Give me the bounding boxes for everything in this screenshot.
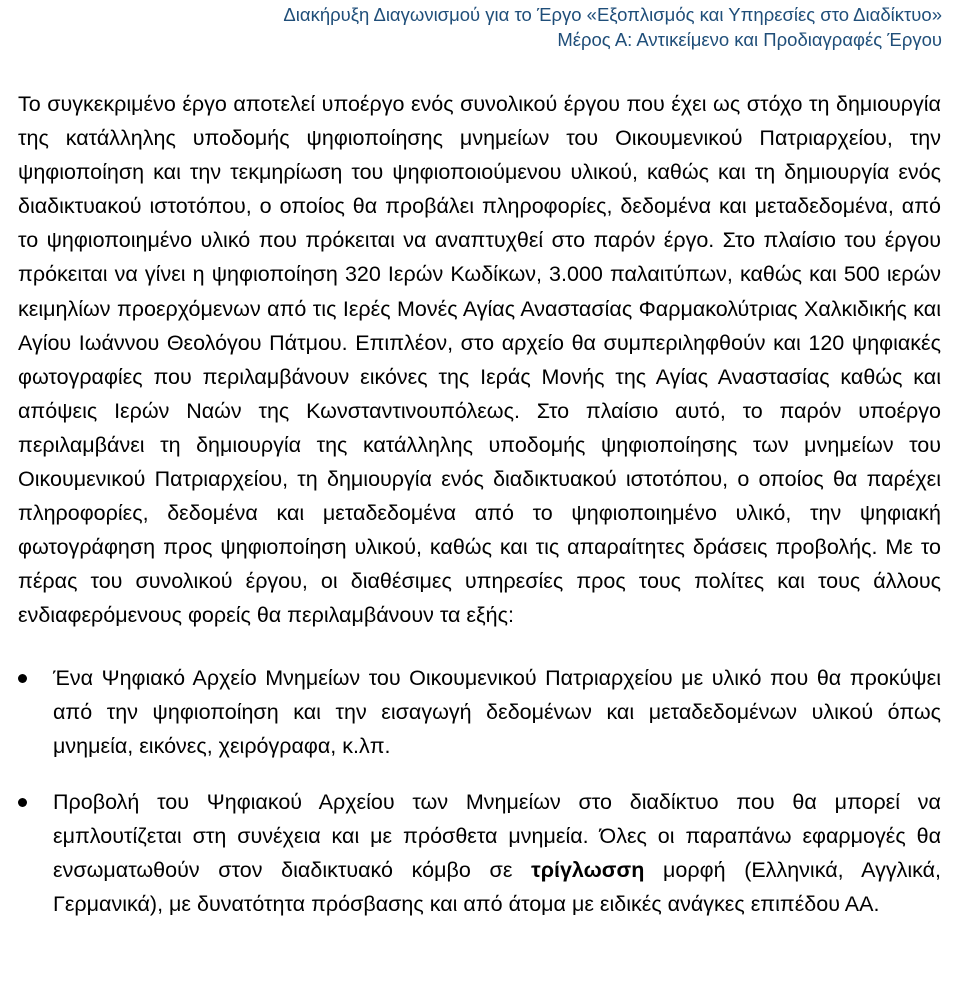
list-item-text: Ένα Ψηφιακό Αρχείο Μνημείων του Οικουμενικού Πατριαρχείου με υλικό που θα προκύψει από την ψηφιοποίηση και την εισαγωγή δεδομένων και μεταδεδομένων υλικού όπως μνημεία, εικόνες, χειρόγραφα, κ.λπ. [53, 665, 941, 758]
page-header [42, 2, 942, 52]
document-body [18, 87, 941, 921]
list-item-text-end: μορφή (Ελληνικά, Αγγλικά, Γερμανικά), με δυνατότητα πρόσβασης και από άτομα με ειδικές ανάγκες επιπέδου ΑΑ. [53, 857, 941, 917]
header-subtitle: Μέρος Α: Αντικείμενο και Προδιαγραφές Έργου [557, 29, 942, 50]
list-item [18, 785, 941, 921]
bullet-icon [18, 798, 27, 807]
list-item-text-emphasis: τρίγλωσση [531, 857, 645, 882]
list-item-text-start: Προβολή του Ψηφιακού Αρχείου των Μνημείων στο διαδίκτυο που θα μπορεί να εμπλουτίζεται στη συνέχεια και με πρόσθετα μνημεία. Όλες οι παραπάνω εφαρμογές θα ενσωματωθούν στον διαδικτυακό κόμβο σε [53, 789, 941, 882]
services-list [18, 661, 941, 922]
header-title: Διακήρυξη Διαγωνισμού για το Έργο «Εξοπλισμός και Υπηρεσίες στο Διαδίκτυο» [283, 4, 942, 25]
bullet-icon [18, 674, 27, 683]
body-paragraph: Το συγκεκριμένο έργο αποτελεί υποέργο ενός συνολικού έργου που έχει ως στόχο τη δημιουργία της κατάλληλης υποδομής ψηφιοποίησης μνημείων του Οικουμενικού Πατριαρχείου, την ψηφιοποίηση και την τεκμηρίωση του ψηφιοποιούμενου υλικού, καθώς και τη δημιουργία ενός διαδικτυακού ιστοτόπου, ο οποίος θα προβάλει πληροφορίες, δεδομένα και μεταδεδομένα, από το ψηφιοποιημένο υλικό που πρόκειται να αναπτυχθεί στο παρόν έργο. Στο πλαίσιο του έργου πρόκειται να γίνει η ψηφιοποίηση 320 Ιερών Κωδίκων, 3.000 παλαιτύπων, καθώς και 500 ιερών κειμηλίων προερχόμενων από τις Ιερές Μονές Αγίας Αναστασίας Φαρμακολύτριας Χαλκιδικής και Αγίου Ιωάννου Θεολόγου Πάτμου. Επιπλέον, στο αρχείο θα συμπεριληφθούν και 120 ψηφιακές φωτογραφίες που περιλαμβάνουν εικόνες της Ιεράς Μονής της Αγίας Αναστασίας καθώς και απόψεις Ιερών Ναών της Κωνσταντινουπόλεως. Στο πλαίσιο αυτό, το παρόν υποέργο περιλαμβάνει τη δημιουργία της κατάλληλης υποδομής ψηφιοποίησης των μνημείων του Οικουμενικού Πατριαρχείου, τη δημιουργία ενός διαδικτυακού ιστοτόπου, ο οποίος θα παρέχει πληροφορίες, δεδομένα και μεταδεδομένα από το ψηφιοποιημένο υλικό, την ψηφιακή φωτογράφηση προς ψηφιοποίηση υλικού, καθώς και τις απαραίτητες δράσεις προβολής. Με το πέρας του συνολικού έργου, οι διαθέσιμες υπηρεσίες προς τους πολίτες και τους άλλους ενδιαφερόμενους φορείς θα περιλαμβάνουν τα εξής: [18, 92, 941, 628]
list-item [18, 661, 941, 763]
